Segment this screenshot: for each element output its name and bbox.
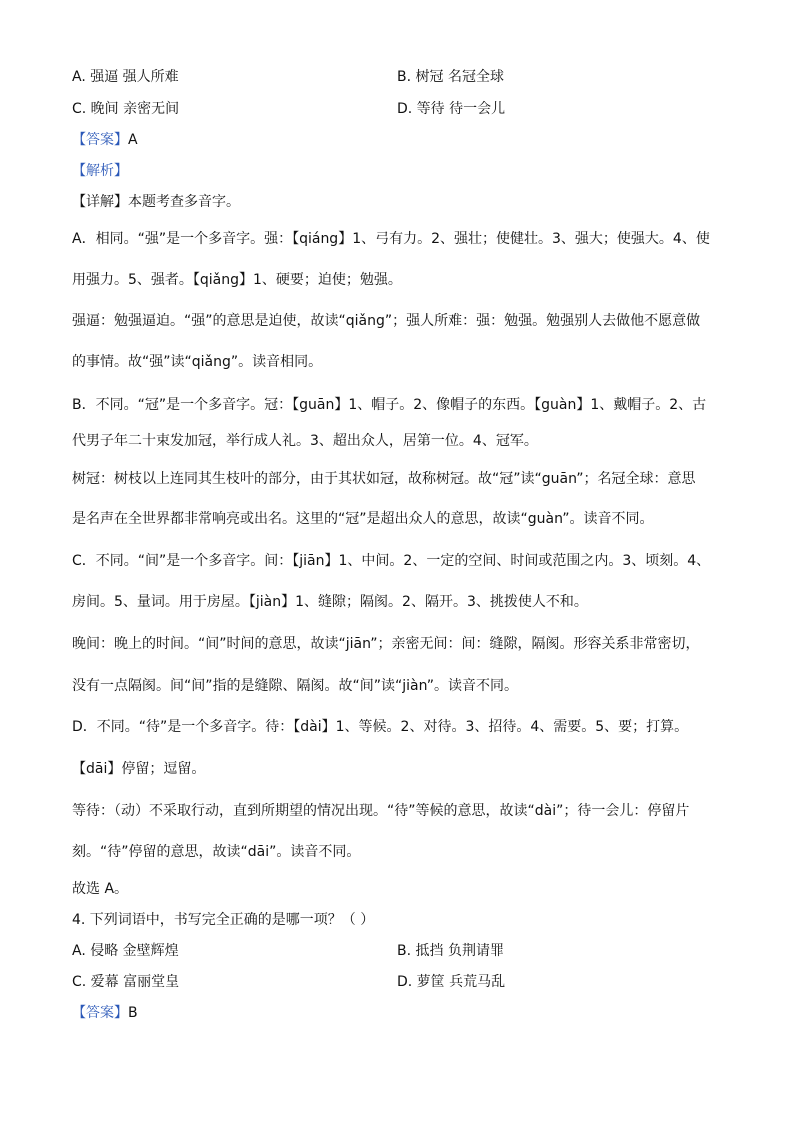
explanation-b-line-3: 树冠：树枝以上连同其生枝叶的部分，由于其状如冠，故称树冠。故“冠”读“guān”；名冠全球：意思: [72, 471, 696, 487]
q3-option-c: C. 晚间 亲密无间: [72, 101, 180, 117]
q4-option-b: B. 抵挡 负荆请罪: [397, 943, 504, 959]
explanation-c-line-4: 没有一点隔阂。间“间”指的是缝隙、隔阂。故“间”读“jiàn”。读音不同。: [72, 678, 518, 694]
explanation-a-line-2: 用强力。5、强者。【qiǎng】1、硬要；迫使；勉强。: [72, 272, 402, 288]
answer-label: 【答案】: [72, 132, 128, 148]
explanation-d-line-4: 刻。“待”停留的意思，故读“dāi”。读音不同。: [72, 844, 361, 860]
q4-answer-label: 【答案】: [72, 1005, 128, 1021]
q4-answer: [72, 1004, 138, 1022]
q4-answer-value: B: [128, 1005, 138, 1021]
q4-stem: 4. 下列词语中，书写完全正确的是哪一项？（ ）: [72, 912, 375, 928]
explanation-d-line-3: 等待：（动）不采取行动，直到所期望的情况出现。“待”等候的意思，故读“dài”；待一会儿：停留片: [72, 803, 690, 819]
q3-option-b: B. 树冠 名冠全球: [397, 69, 504, 85]
explanation-b-line-1: B．不同。“冠”是一个多音字。冠：【guān】1、帽子。2、像帽子的东西。【guàn】1、戴帽子。2、古: [72, 397, 707, 413]
detail-text: 本题考查多音字。: [128, 194, 240, 210]
q4-option-c: C. 爱幕 富丽堂皇: [72, 974, 180, 990]
answer-value: A: [128, 132, 138, 148]
explanation-d-line-1: D．不同。“待”是一个多音字。待：【dài】1、等候。2、对待。3、招待。4、需要。5、要；打算。: [72, 719, 689, 735]
explanation-c-line-1: C．不同。“间”是一个多音字。间：【jiān】1、中间。2、一定的空间、时间或范围之内。3、顷刻。4、: [72, 553, 711, 569]
detail-label: 【详解】: [72, 194, 128, 210]
explanation-b-line-2: 代男子年二十束发加冠，举行成人礼。3、超出众人，居第一位。4、冠军。: [72, 433, 538, 449]
q3-answer: [72, 131, 138, 149]
explanation-d-line-2: 【dāi】停留；逗留。: [72, 761, 206, 777]
q4-option-a: A. 侵略 金壁辉煌: [72, 943, 179, 959]
q4-option-d: D. 萝筐 兵荒马乱: [397, 974, 506, 990]
analysis-label: 【解析】: [72, 163, 128, 179]
explanation-c-line-2: 房间。5、量词。用于房屋。【jiàn】1、缝隙；隔阂。2、隔开。3、挑拨使人不和。: [72, 594, 588, 610]
q3-analysis-label: [72, 162, 128, 180]
conclusion: 故选 A。: [72, 881, 129, 897]
explanation-c-line-3: 晚间：晚上的时间。“间”时间的意思，故读“jiān”；亲密无间：间：缝隙，隔阂。形容关系非常密切，: [72, 636, 700, 652]
explanation-a-line-1: A．相同。“强”是一个多音字。强：【qiáng】1、弓有力。2、强壮；使健壮。3、强大；使强大。4、使: [72, 231, 710, 247]
q3-detail: [72, 193, 240, 211]
q3-option-a: A. 强逼 强人所难: [72, 69, 179, 85]
explanation-a-line-4: 的事情。故“强”读“qiǎng”。读音相同。: [72, 354, 323, 370]
explanation-b-line-4: 是名声在全世界都非常响亮或出名。这里的“冠”是超出众人的意思，故读“guàn”。读音不同。: [72, 511, 654, 527]
q3-option-d: D. 等待 待一会儿: [397, 101, 506, 117]
explanation-a-line-3: 强逼：勉强逼迫。“强”的意思是迫使，故读“qiǎng”；强人所难：强：勉强。勉强别人去做他不愿意做: [72, 313, 701, 329]
